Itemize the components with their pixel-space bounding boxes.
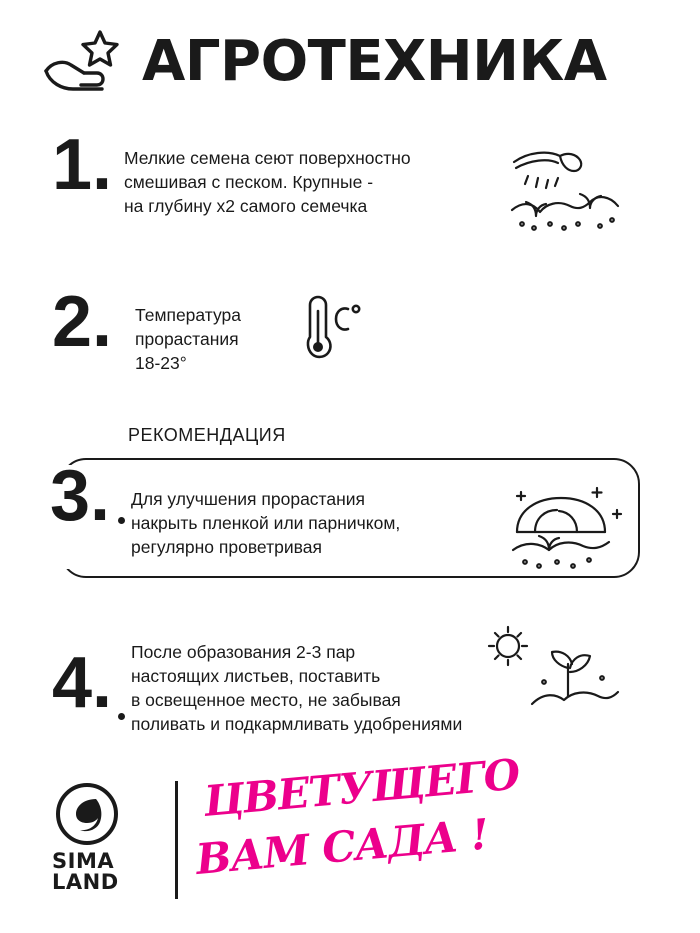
- step-number: 2.: [52, 282, 113, 362]
- header: [40, 22, 670, 102]
- step-line: прорастания: [135, 329, 239, 350]
- step-2: [0, 282, 700, 395]
- step-text: [124, 146, 504, 218]
- step-text: [135, 303, 305, 375]
- step-line: Мелкие семена сеют поверхностно: [124, 148, 411, 168]
- brand-line-2: LAND: [52, 870, 119, 895]
- step-number: 3.: [50, 456, 111, 536]
- recommendation-label: РЕКОМЕНДАЦИЯ: [128, 425, 286, 445]
- step-line: 18-23°: [135, 353, 187, 374]
- thermometer-celsius-icon: [288, 291, 368, 371]
- bullet-dot: [118, 517, 125, 524]
- step-line: настоящих листьев, поставить: [131, 666, 381, 687]
- sun-and-sprout-icon: [460, 624, 630, 712]
- bullet-dot: [118, 713, 125, 720]
- footer: [0, 749, 700, 915]
- step-line: регулярно проветривая: [131, 537, 322, 558]
- step-1: [0, 125, 700, 238]
- sowing-seeds-icon: [500, 138, 630, 238]
- step-3: [0, 425, 700, 600]
- footer-divider: [175, 781, 178, 899]
- hand-with-star-icon: [40, 26, 132, 98]
- step-line: поливать и подкармливать удобрениями: [131, 714, 463, 735]
- brand-line-1: SIMA: [52, 849, 115, 873]
- step-line: накрыть пленкой или парничком,: [131, 513, 401, 534]
- step-4: [0, 618, 700, 758]
- slogan-line-1: ЦВЕТУЩЕГО: [201, 749, 522, 826]
- slogan-line-2: ВАМ САДА !: [193, 809, 491, 884]
- step-text: [131, 487, 511, 559]
- step-number: 1.: [52, 125, 113, 205]
- step-number: 4.: [52, 643, 113, 723]
- step-line: Температура: [135, 305, 241, 325]
- page-title: АГРОТЕХНИКА: [142, 29, 607, 94]
- brand-name: [52, 851, 162, 894]
- step-line: в освещенное место, не забывая: [131, 690, 401, 711]
- step-line: смешивая с песком. Крупные -: [124, 172, 374, 193]
- sima-land-logo-icon: [56, 783, 118, 845]
- greenhouse-cover-icon: [505, 480, 630, 575]
- step-line: на глубину х2 самого семечка: [124, 196, 368, 217]
- step-line: После образования 2-3 пар: [131, 642, 356, 662]
- brand-block: [52, 783, 162, 894]
- slogan: [193, 749, 556, 901]
- step-line: Для улучшения прорастания: [131, 489, 366, 509]
